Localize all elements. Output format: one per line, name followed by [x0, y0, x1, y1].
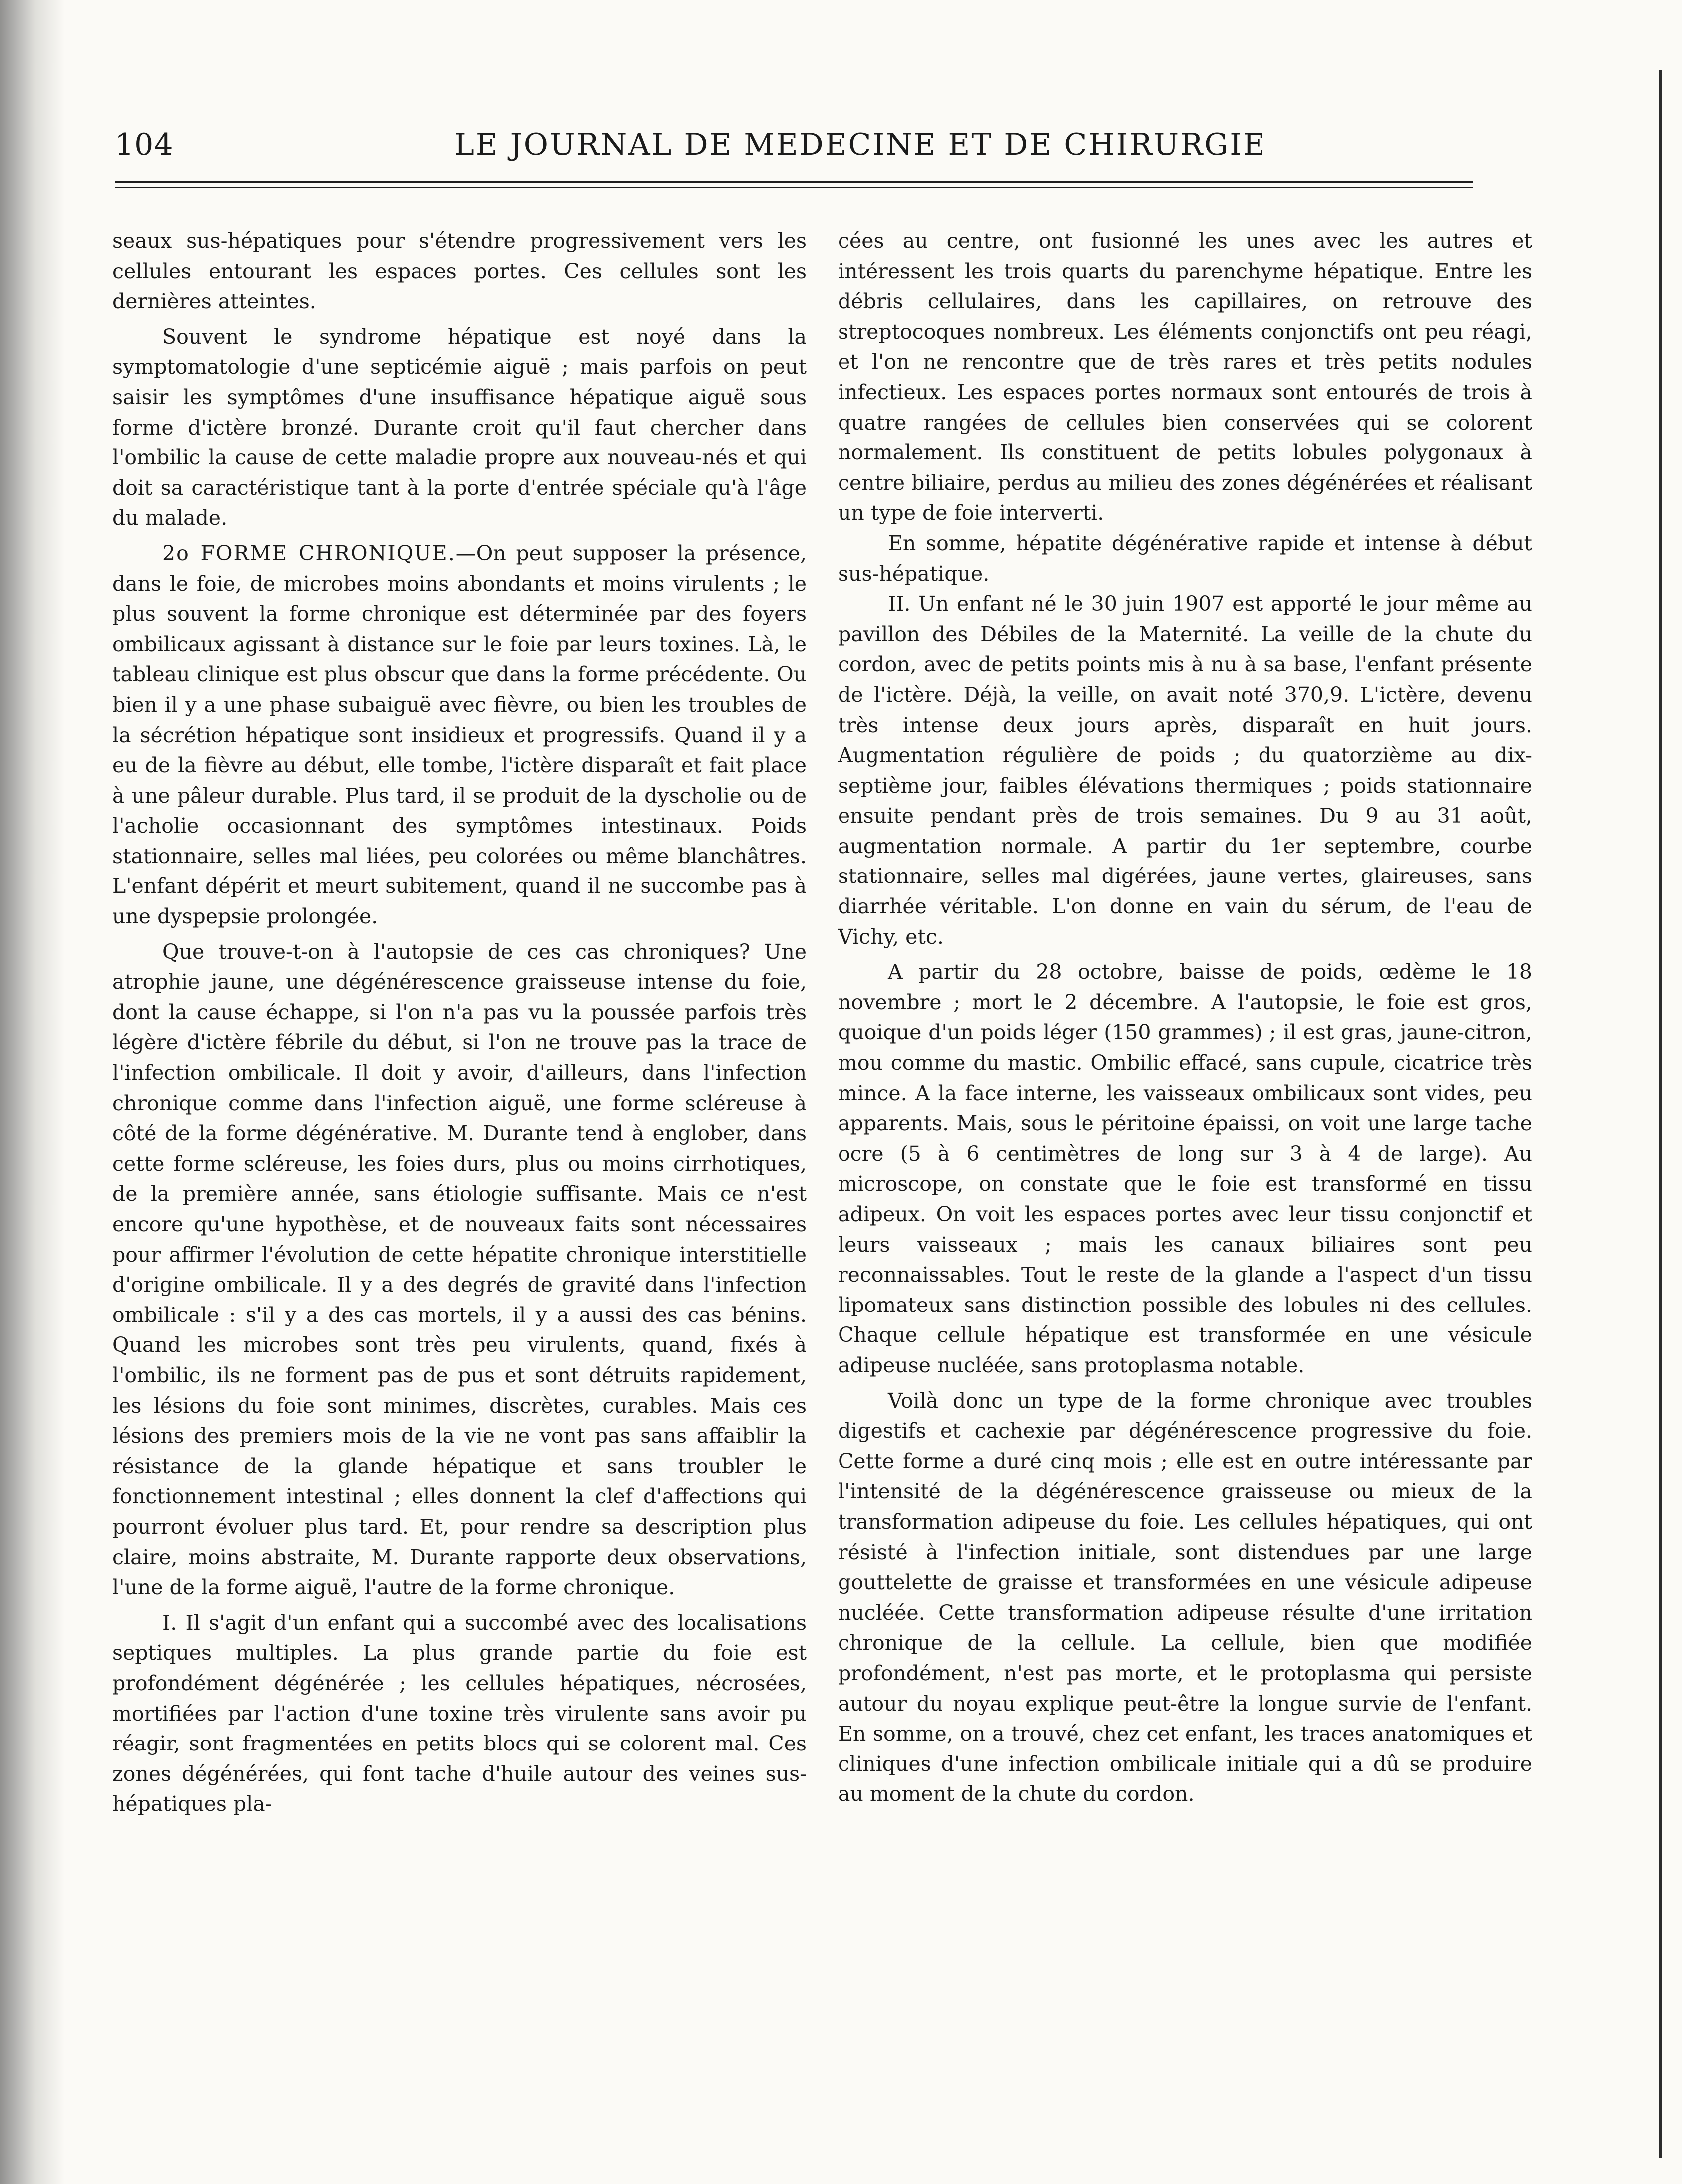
paragraph: En somme, hépatite dégénérative rapide et intense à début sus-hépatique. [838, 531, 1532, 586]
paragraph: A partir du 28 octobre, baisse de poids, œdème le 18 novembre ; mort le 2 décembre. A l'autopsie, le foie est gros, quoique d'un poids léger (150 grammes) ; il est gras, jaune-citron, mou comme du mastic. Ombilic effacé, sans cupule, cicatrice très mince. A la face interne, les vaisseaux ombilicaux sont vides, peu apparents. Mais, sous le péritoine épaissi, on voit une large tache ocre (5 à 6 centimètres de long sur 3 à 4 de large). Au microscope, on constate que le foie est transformé en tissu adipeux. On voit les espaces portes avec leur tissu conjonctif et leurs vaisseaux ; mais les canaux biliaires sont peu reconnaissables. Tout le reste de la glande a l'aspect d'un tissu lipomateux sans distinction possible des lobules ni des cellules. Chaque cellule hépatique est transformée en une vésicule adipeuse nucléée, sans protoplasma notable. [838, 960, 1532, 1377]
header-rule [115, 181, 1473, 183]
scan-binding-edge [0, 0, 65, 2184]
page-number: 104 [115, 127, 174, 162]
paragraph-text: —On peut supposer la présence, dans le foie, de microbes moins abondants et moins virulents ; le plus souvent la forme chronique est déterminée par des foyers ombilicaux agissant à distance sur le foie par leurs toxines. Là, le tableau clinique est plus obscur que dans la forme précédente. Ou bien il y a une phase subaiguë avec fièvre, ou bien les troubles de la sécrétion hépatique sont insidieux et progressifs. Quand il y a eu de la fièvre au début, elle tombe, l'ictère disparaît et fait place à une pâleur durable. Plus tard, il se produit de la dyscholie ou de l'acholie occasionnant des symptômes intestinaux. Poids stationnaire, selles mal liées, peu colorées ou même blanchâtres. L'enfant dépérit et meurt subitement, quand il ne succombe pas à une dyspepsie prolongée. [112, 541, 807, 929]
paragraph: cées au centre, ont fusionné les unes avec les autres et intéressent les trois quarts du parenchyme hépatique. Entre les débris cellulaires, dans les capillaires, on retrouve des streptocoques nombreux. Les éléments conjonctifs ont peu réagi, et l'on ne rencontre que de très rares et très petits nodules infectieux. Les espaces portes normaux sont entourés de trois à quatre rangées de cellules bien conservées qui se colorent normalement. Ils constituent de petits lobules polygonaux à centre biliaire, perdus au milieu des zones dégénérées et réalisant un type de foie interverti. [838, 229, 1532, 525]
section-heading: 2o FORME CHRONIQUE. [162, 541, 456, 565]
page-header [115, 127, 1463, 172]
paragraph: seaux sus-hépatiques pour s'étendre progressivement vers les cellules entourant les espaces portes. Ces cellules sont les dernières atteintes. [112, 229, 807, 314]
paragraph: Que trouve-t-on à l'autopsie de ces cas chroniques? Une atrophie jaune, une dégénérescence graisseuse intense du foie, dont la cause échappe, si l'on n'a pas vu la poussée parfois très légère d'ictère fébrile du début, si l'on ne trouve pas la trace de l'infection ombilicale. Il doit y avoir, d'ailleurs, dans l'infection chronique comme dans l'infection aiguë, une forme scléreuse à côté de la forme dégénérative. M. Durante tend à englober, dans cette forme scléreuse, les foies durs, plus ou moins cirrhotiques, de la première année, sans étiologie suffisante. Mais ce n'est encore qu'une hypothèse, et de nouveaux faits sont nécessaires pour affirmer l'évolution de cette hépatite chronique interstitielle d'origine ombilicale. Il y a des degrés de gravité dans l'infection ombilicale : s'il y a des cas mortels, il y a aussi des cas bénins. Quand les microbes sont très peu virulents, quand, fixés à l'ombilic, ils ne forment pas de pus et sont détruits rapidement, les lésions du foie sont minimes, discrètes, curables. Mais ces lésions des premiers mois de la vie ne vont pas sans affaiblir la résistance de la glande hépatique et sans troubler le fonctionnement intestinal ; elles donnent la clef d'affections qui pourront évoluer plus tard. Et, pour rendre sa description plus claire, moins abstraite, M. Durante rapporte deux observations, l'une de la forme aiguë, l'autre de la forme chronique. [112, 939, 807, 1600]
left-column [112, 226, 807, 1819]
paragraph-observation-1: I. Il s'agit d'un enfant qui a succombé avec des localisations septiques multiples. La plus grande partie du foie est profondément dégénérée ; les cellules hépatiques, nécrosées, mortifiées par l'action d'une toxine très virulente sans avoir pu réagir, sont fragmentées en petits blocs qui se colorent mal. Ces zones dégénérées, qui font tache d'huile autour des veines sus-hépatiques pla- [112, 1610, 807, 1816]
header-rule-thin [115, 187, 1473, 188]
running-title: LE JOURNAL DE MEDECINE ET DE CHIRURGIE [454, 127, 1266, 162]
paragraph: Souvent le syndrome hépatique est noyé dans la symptomatologie d'une septicémie aiguë ; mais parfois on peut saisir les symptômes d'une insuffisance hépatique aiguë sous forme d'ictère bronzé. Durante croit qu'il faut chercher dans l'ombilic la cause de cette maladie propre aux nouveau-nés et qui doit sa caractéristique tant à la porte d'entrée spéciale qu'à l'âge du malade. [112, 324, 807, 530]
paragraph-forme-chronique [112, 538, 807, 932]
scan-right-edge [1659, 70, 1662, 2158]
paragraph-observation-2: II. Un enfant né le 30 juin 1907 est apporté le jour même au pavillon des Débiles de la Maternité. La veille de la chute du cordon, avec de petits points mis à nu à sa base, l'enfant présente de l'ictère. Déjà, la veille, on avait noté 370,9. L'ictère, devenu très intense deux jours après, disparaît en huit jours. Augmentation régulière de poids ; du quatorzième au dix-septième jour, faibles élévations thermiques ; poids stationnaire ensuite pendant près de trois semaines. Du 9 au 31 août, augmentation normale. A partir du 1er septembre, courbe stationnaire, selles mal digérées, jaune vertes, glaireuses, sans diarrhée véritable. L'on donne en vain du sérum, de l'eau de Vichy, etc. [838, 592, 1532, 949]
right-column [838, 226, 1532, 1809]
paragraph: Voilà donc un type de la forme chronique avec troubles digestifs et cachexie par dégénérescence progressive du foie. Cette forme a duré cinq mois ; elle est en outre intéressante par l'intensité de la dégénérescence graisseuse ou mieux de la transformation adipeuse du foie. Les cellules hépatiques, qui ont résisté à l'infection initiale, sont distendues par une large gouttelette de graisse et transformées en une vésicule adipeuse nucléée. Cette transformation adipeuse résulte d'une irritation chronique de la cellule. La cellule, bien que modifiée profondément, n'est pas morte, et le protoplasma qui persiste autour du noyau explique peut-être la longue survie de l'enfant. En somme, on a trouvé, chez cet enfant, les traces anatomiques et cliniques d'une infection ombilicale initiale qui a dû se produire au moment de la chute du cordon. [838, 1388, 1532, 1806]
